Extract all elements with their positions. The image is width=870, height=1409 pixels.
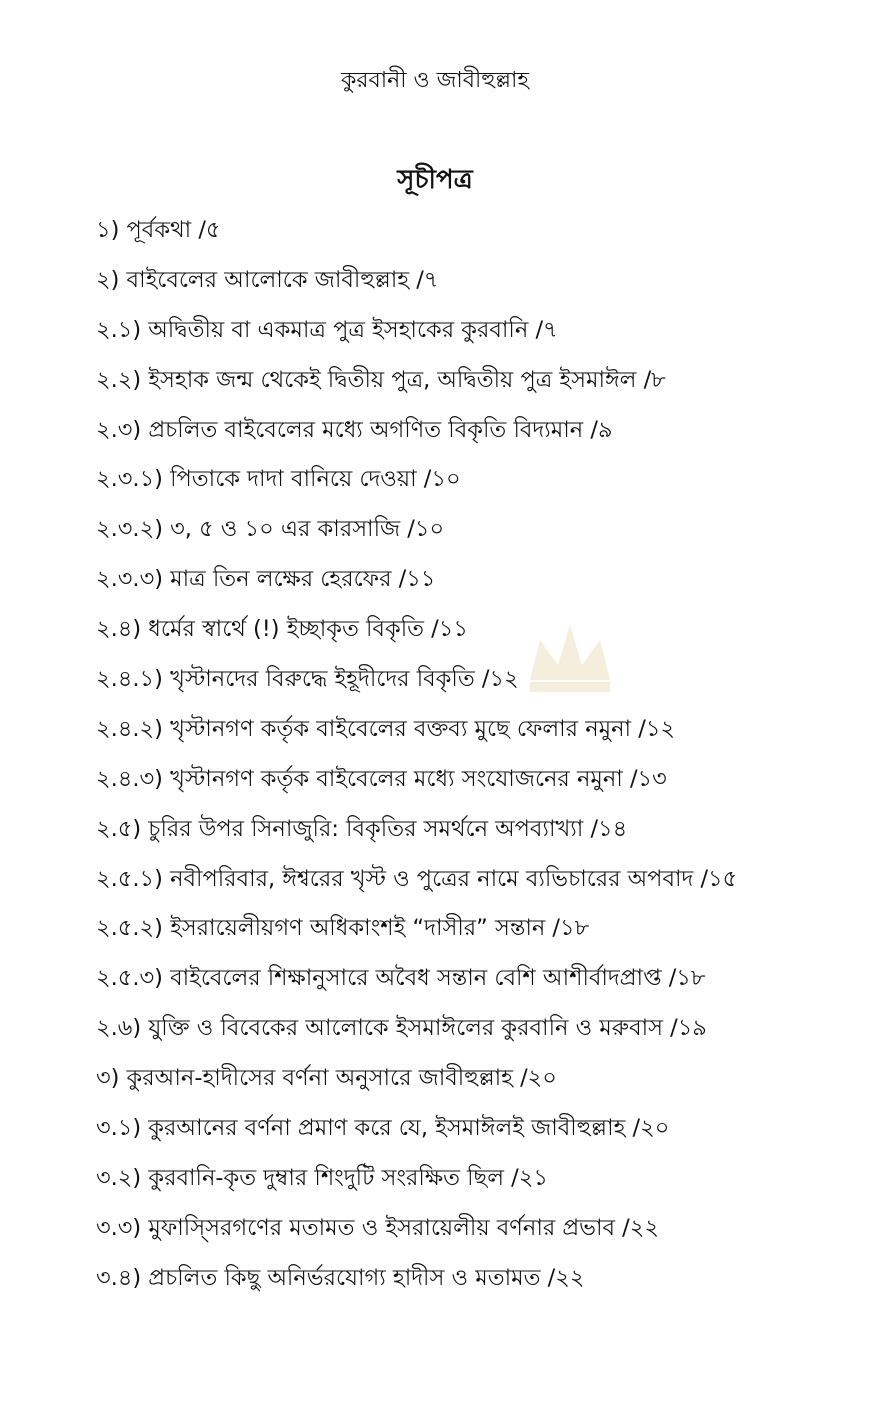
toc-item: ২.১) অদ্বিতীয় বা একমাত্র পুত্র ইসহাকের কুরবানি /৭ <box>96 316 558 343</box>
watermark-crown-icon <box>520 610 620 700</box>
toc-item: ২.৩) প্রচলিত বাইবেলের মধ্যে অগণিত বিকৃতি বিদ্যমান /৯ <box>96 416 613 443</box>
toc-item: ২.৪.২) খৃস্টানগণ কর্তৃক বাইবেলের বক্তব্য মুছে ফেলার নমুনা /১২ <box>96 715 676 742</box>
toc-item: ১) পূর্বকথা /৫ <box>96 217 221 243</box>
toc-item: ৩.৪) প্রচলিত কিছু অনির্ভরযোগ্য হাদীস ও মতামত /২২ <box>96 1264 585 1291</box>
toc-item: ২.৫.১) নবীপরিবার, ঈশ্বরের খৃস্ট ও পুত্রের নামে ব্যভিচারের অপবাদ /১৫ <box>96 865 738 892</box>
toc-item: ২.৫) চুরির উপর সিনাজুরি: বিকৃতির সমর্থনে অপব্যাখ্যা /১৪ <box>96 815 628 842</box>
toc-item: ৩) কুরআন-হাদীসের বর্ণনা অনুসারে জাবীহুল্লাহ /২০ <box>96 1065 557 1092</box>
toc-item: ২.৩.৩) মাত্র তিন লক্ষের হেরফের /১১ <box>96 566 436 593</box>
toc-item: ২.৫.২) ইসরায়েলীয়গণ অধিকাংশই “দাসীর” সন্তান /১৮ <box>96 915 590 942</box>
toc-item: ২.৩.১) পিতাকে দাদা বানিয়ে দেওয়া /১০ <box>96 466 461 493</box>
toc-item: ২.৪.৩) খৃস্টানগণ কর্তৃক বাইবেলের মধ্যে সংযোজনের নমুনা /১৩ <box>96 765 667 792</box>
toc-item: ২.৩.২) ৩, ৫ ও ১০ এর কারসাজি /১০ <box>96 516 445 543</box>
toc-item: ২.৪) ধর্মের স্বার্থে (!) ইচ্ছাকৃত বিকৃতি /১১ <box>96 616 468 643</box>
toc-item: ২) বাইবেলের আলোকে জাবীহুল্লাহ /৭ <box>96 266 439 293</box>
toc-item: ৩.১) কুরআনের বর্ণনা প্রমাণ করে যে, ইসমাঈলই জাবীহুল্লাহ /২০ <box>96 1115 670 1142</box>
toc-list <box>96 210 856 1308</box>
toc-item: ৩.৩) মুফাস্সিরগণের মতামত ও ইসরায়েলীয় বর্ণনার প্রভাব /২২ <box>96 1214 659 1241</box>
toc-item: ২.৬) যুক্তি ও বিবেকের আলোকে ইসমাঈলের কুরবানি ও মরুবাস /১৯ <box>96 1015 707 1042</box>
toc-item: ২.৫.৩) বাইবেলের শিক্ষানুসারে অবৈধ সন্তান বেশি আশীর্বাদপ্রাপ্ত /১৮ <box>96 965 706 992</box>
running-header: কুরবানী ও জাবীহুল্লাহ <box>341 68 529 93</box>
toc-item: ৩.২) কুরবানি-কৃত দুম্বার শিংদুটি সংরক্ষিত ছিল /২১ <box>96 1164 548 1191</box>
toc-item: ২.২) ইসহাক জন্ম থেকেই দ্বিতীয় পুত্র, অদ্বিতীয় পুত্র ইসমাঈল /৮ <box>96 366 666 393</box>
toc-title: সূচীপত্র <box>397 165 473 195</box>
toc-item: ২.৪.১) খৃস্টানদের বিরুদ্ধে ইহূদীদের বিকৃতি /১২ <box>96 666 519 693</box>
